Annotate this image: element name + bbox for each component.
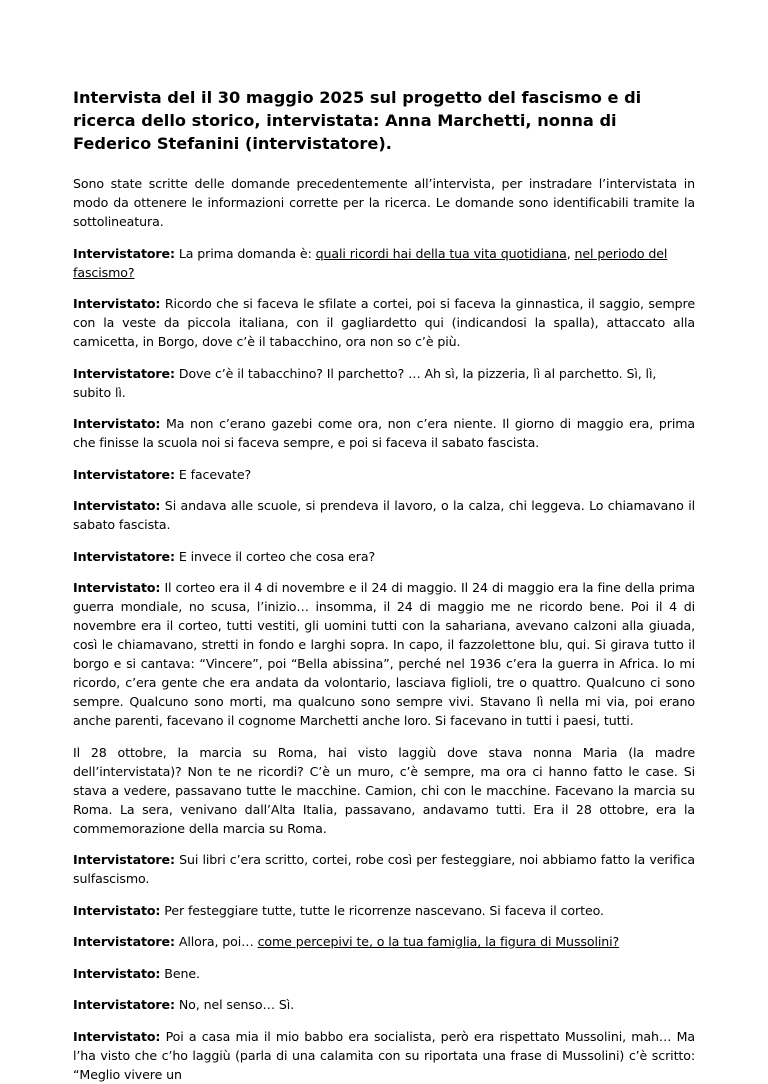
paragraph-text: Sui libri c’era scritto, cortei, robe così per festeggiare, noi abbiamo fatto la verifica sulfascismo. <box>73 852 695 886</box>
question-underlined: nel periodo del fascismo? <box>73 245 668 280</box>
paragraph-9 <box>73 743 695 838</box>
speaker-label: Intervistatore: <box>73 466 175 482</box>
document-title: Intervista del il 30 maggio 2025 sul progetto del fascismo e di ricerca dello storico, intervistata: Anna Marchetti, nonna di Federico Stefanini (intervistatore). <box>73 88 642 153</box>
speaker-label: Intervistatore: <box>73 934 175 949</box>
paragraph-text: Per festeggiare tutte, tutte le ricorrenze nascevano. Si faceva il corteo. <box>160 902 604 918</box>
paragraph-text: Poi a casa mia il mio babbo era socialista, però era rispettato Mussolini, mah… Ma l’ha visto che c’ho laggiù (parla di una calamita con su riportata una frase di Mussolini) c’è scritto: “Meglio vivere un <box>73 1028 695 1082</box>
paragraph-15 <box>73 1027 695 1084</box>
speaker-label: Intervistatore: <box>73 997 175 1012</box>
paragraph-14 <box>73 995 695 1014</box>
paragraph-1 <box>73 244 695 282</box>
paragraph-11 <box>73 901 695 920</box>
paragraph-text: Ma non c’erano gazebi come ora, non c’era niente. Il giorno di maggio era, prima che finisse la scuola noi si faceva sempre, e poi si faceva il sabato fascista. <box>73 416 695 450</box>
paragraph-12 <box>73 932 695 951</box>
question-underlined: come percepivi te, o la tua famiglia, la figura di Mussolini? <box>257 934 620 949</box>
paragraph-10 <box>73 850 695 888</box>
paragraph-13 <box>73 964 695 983</box>
paragraph-text: E invece il corteo che cosa era? <box>174 548 376 564</box>
paragraph-text: No, nel senso… Sì. <box>174 997 295 1012</box>
paragraph-4 <box>73 414 695 452</box>
paragraph-3 <box>73 364 695 402</box>
speaker-label: Intervistato: <box>73 296 161 311</box>
speaker-label: Intervistatore: <box>73 365 175 381</box>
speaker-label: Intervistato: <box>73 1028 161 1044</box>
paragraph-2 <box>73 294 695 351</box>
paragraph-8 <box>73 578 695 730</box>
speaker-label: Intervistato: <box>73 902 161 918</box>
paragraph-text: Ricordo che si faceva le sfilate a cortei, poi si faceva la ginnastica, il saggio, sempre con la veste da piccola italiana, con il gagliardetto qui (indicandosi la spalla), attaccato alla camicetta, in Borgo, dove c’è il tabacchino, ora non so c’è più. <box>73 296 695 349</box>
paragraph-text: Bene. <box>160 965 200 981</box>
paragraph-text: Il 28 ottobre, la marcia su Roma, hai visto laggiù dove stava nonna Maria (la madre dell’intervistata)? Non te ne ricordi? C’è un muro, c’è sempre, ma ora ci hanno fatto le case. Si stava a vedere, passavano tutte le macchine. Camion, chi con le macchine. Facevano la marcia su Roma. La sera, venivano dall’Alta Italia, passavano, andavamo tutti. Era il 28 ottobre, era la commemorazione della marcia su Roma. <box>73 744 695 836</box>
speaker-label: Intervistatore: <box>73 852 175 867</box>
speaker-label: Intervistato: <box>73 580 161 595</box>
paragraph-text: Allora, poi… <box>174 934 258 949</box>
speaker-label: Intervistatore: <box>73 548 175 564</box>
paragraph-6 <box>73 496 695 534</box>
speaker-label: Intervistato: <box>73 416 161 431</box>
paragraph-text: La prima domanda è: <box>174 245 316 261</box>
paragraph-7 <box>73 547 695 566</box>
speaker-label: Intervistato: <box>73 965 161 981</box>
speaker-label: Intervistato: <box>73 498 161 513</box>
intro-paragraph: Sono state scritte delle domande precedentemente all’intervista, per instradare l’intervistata in modo da ottenere le informazioni corrette per la ricerca. Le domande sono identificabili tramite la sottolineatura. <box>73 176 695 229</box>
question-underlined: quali ricordi hai della tua vita quotidiana <box>315 245 567 261</box>
paragraph-5 <box>73 465 695 484</box>
paragraph-text: Si andava alle scuole, si prendeva il lavoro, o la calza, chi leggeva. Lo chiamavano il sabato fascista. <box>73 498 695 532</box>
paragraph-text: Dove c’è il tabacchino? Il parchetto? … Ah sì, la pizzeria, lì al parchetto. Sì, lì, subito lì. <box>73 365 657 400</box>
speaker-label: Intervistatore: <box>73 245 175 261</box>
paragraph-text: Il corteo era il 4 di novembre e il 24 di maggio. Il 24 di maggio era la fine della prima guerra mondiale, no scusa, l’inizio… insomma, il 24 di maggio me ne ricordo bene. Poi il 4 di novembre era il corteo, tutti vestiti, gli uomini tutti con la sahariana, avevano calzoni alla giuada, così le chiamavano, stretti in fondo e larghi sopra. In capo, il fazzolettone blu, qui. Si girava tutto il borgo e si cantava: “Vincere”, poi “Bella abissina”, perché nel 1936 c’era la guerra in Africa. Io mi ricordo, c’era gente che era andata da volontario, lasciava figlioli, tre o quattro. Qualcuno ci sono sempre. Qualcuno sono morti, ma qualcuno sono sempre vivi. Stavano lì nella mi via, poi erano anche parenti, facevano il cognome Marchetti anche loro. Si facevano in tutti i paesi, tutti. <box>73 580 695 728</box>
paragraph-text: E facevate? <box>174 466 252 482</box>
paragraph-text: , <box>566 245 575 261</box>
